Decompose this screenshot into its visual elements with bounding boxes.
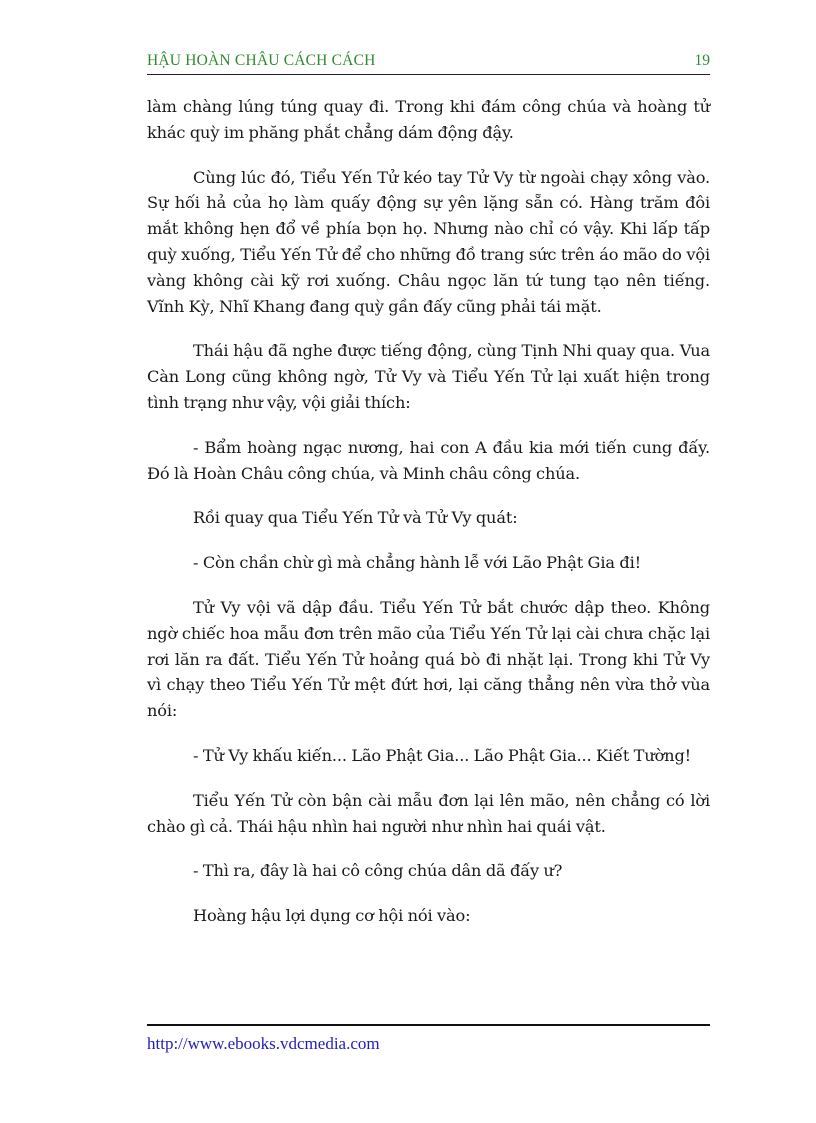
page-body (147, 94, 710, 948)
paragraph: làm chàng lúng túng quay đi. Trong khi đám công chúa và hoàng tử khác quỳ im phăng phắt chẳng dám động đậy. (147, 97, 710, 142)
book-title: HẬU HOÀN CHÂU CÁCH CÁCH (147, 52, 376, 69)
paragraph: Tử Vy vội vã dập đầu. Tiểu Yến Tử bắt chước dập theo. Không ngờ chiếc hoa mẫu đơn trên mão của Tiểu Yến Tử lại cài chưa chặc lại rơi lăn ra đất. Tiểu Yến Tử hoảng quá bò đi nhặt lại. Trong khi Tử Vy vì chạy theo Tiểu Yến Tử mệt đứt hơi, lại căng thẳng nên vừa thở vùa nói: (147, 597, 710, 721)
paragraph: - Tử Vy khấu kiến... Lão Phật Gia... Lão Phật Gia... Kiết Tường! (193, 745, 692, 765)
page-number: 19 (694, 52, 710, 69)
paragraph: - Thì ra, đây là hai cô công chúa dân dã đấy ư? (193, 861, 563, 881)
paragraph: Thái hậu đã nghe được tiếng động, cùng Tịnh Nhi quay qua. Vua Càn Long cũng không ngờ, Tử Vy và Tiểu Yến Tử lại xuất hiện trong tình trạng như vậy, vội giải thích: (147, 341, 710, 412)
paragraph: Rồi quay qua Tiểu Yến Tử và Tử Vy quát: (193, 508, 518, 528)
paragraph: Cùng lúc đó, Tiểu Yến Tử kéo tay Tử Vy từ ngoài chạy xông vào. Sự hối hả của họ làm quấy động sự yên lặng sẵn có. Hàng trăm đôi mắt không hẹn đổ về phía bọn họ. Nhưng nào chỉ có vậy. Khi lấp tấp quỳ xuống, Tiểu Yến Tử để cho những đồ trang sức trên áo mão do vội vàng không cài kỹ rơi xuống. Châu ngọc lăn tứ tung tạo nên tiếng. Vĩnh Kỳ, Nhĩ Khang đang quỳ gần đấy cũng phải tái mặt. (147, 167, 710, 316)
footer-divider (147, 1024, 710, 1026)
running-header (147, 52, 710, 75)
footer-url-link[interactable]: http://www.ebooks.vdcmedia.com (147, 1034, 380, 1053)
paragraph: Tiểu Yến Tử còn bận cài mẫu đơn lại lên mão, nên chẳng có lời chào gì cả. Thái hậu nhìn hai người như nhìn hai quái vật. (147, 790, 710, 836)
paragraph: - Còn chần chừ gì mà chẳng hành lễ với Lão Phật Gia đi! (193, 553, 641, 573)
paragraph: Hoàng hậu lợi dụng cơ hội nói vào: (193, 906, 471, 926)
paragraph: - Bẩm hoàng ngạc nương, hai con A đầu kia mới tiến cung đấy. Đó là Hoàn Châu công chúa, và Minh châu công chúa. (147, 437, 710, 483)
